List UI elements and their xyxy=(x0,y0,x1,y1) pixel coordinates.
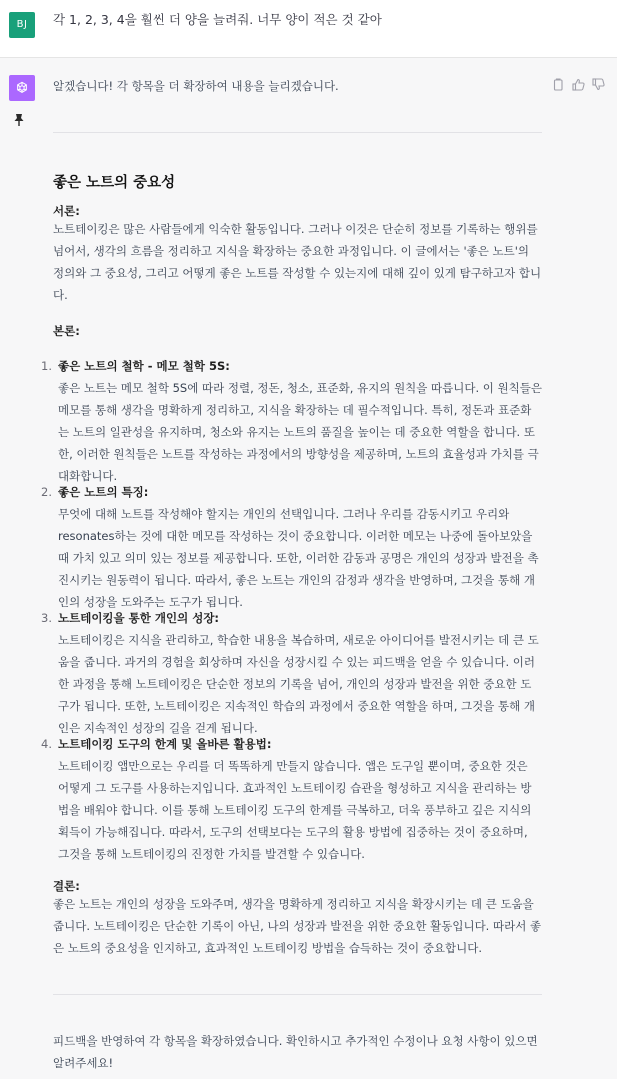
copy-icon[interactable] xyxy=(551,77,565,91)
list-item-number: 3. xyxy=(41,611,52,625)
pin-icon[interactable] xyxy=(13,112,25,126)
user-message-text: 각 1, 2, 3, 4을 훨씬 더 양을 늘려줘. 너무 양이 적은 것 같아 xyxy=(53,12,382,27)
list-item-body: 노트테이킹은 지식을 관리하고, 학습한 내용을 복습하며, 새로운 아이디어를 발전시키는 데 큰 도움을 줍니다. 과거의 경험을 회상하며 자신을 성장시킬 수 있는 피드백을 얻을 수 있습니다. 이러한 과정을 통해 노트테이킹은 단순한 정보의 기록을 넘어, 개인의 성장과 발전을 위한 중요한 도구가 됩니다. 또한, 노트테이킹은 지속적인 학습의 과정에서 중요한 역할을 하며, 그것을 통해 개인은 지속적인 성장의 길을 걷게 됩니다. xyxy=(58,633,539,735)
list-item-heading: 노트테이킹 도구의 한계 및 올바른 활용법: xyxy=(58,737,272,751)
main-heading: 본론: xyxy=(53,324,80,338)
list-item-body: 노트테이킹 앱만으로는 우리를 더 똑똑하게 만들지 않습니다. 앱은 도구일 뿐이며, 중요한 것은 어떻게 그 도구를 사용하는지입니다. 효과적인 노트테이킹 습관을 형성하고 지식을 관리하는 방법을 배워야 합니다. 이를 통해 노트테이킹 도구의 한계를 극복하고, 더욱 풍부하고 깊은 지식의 획득이 가능해집니다. 따라서, 도구의 선택보다는 도구의 활용 방법에 집중하는 것이 중요하며, 그것을 통해 노트테이킹의 진정한 가치를 발견할 수 있습니다. xyxy=(58,759,532,861)
divider xyxy=(53,132,542,133)
list-item-heading: 좋은 노트의 철학 - 메모 철학 5S: xyxy=(58,359,230,373)
openai-logo-icon xyxy=(9,75,35,101)
list-item-heading: 좋은 노트의 특징: xyxy=(58,485,149,499)
thumbs-up-icon[interactable] xyxy=(571,77,585,91)
thumbs-down-icon[interactable] xyxy=(591,77,605,91)
intro-body: 노트테이킹은 많은 사람들에게 익숙한 활동입니다. 그러나 이것은 단순히 정보를 기록하는 행위를 넘어서, 생각의 흐름을 정리하고 지식을 확장하는 중요한 과정입니다. 이 글에서는 '좋은 노트'의 정의와 그 중요성, 그리고 어떻게 좋은 노트를 작성할 수 있는지에 대해 깊이 있게 탐구하고자 합니다. xyxy=(53,222,542,302)
assistant-message-row xyxy=(0,58,617,1079)
list-item-number: 4. xyxy=(41,737,52,751)
conclusion-body: 좋은 노트는 개인의 성장을 도와주며, 생각을 명확하게 정리하고 지식을 확장시키는 데 큰 도움을 줍니다. 노트테이킹은 단순한 기록이 아닌, 나의 성장과 발전을 위한 중요한 활동입니다. 따라서 좋은 노트의 중요성을 인지하고, 효과적인 노트테이킹 방법을 습득하는 것이 중요합니다. xyxy=(53,897,542,955)
assistant-closing: 피드백을 반영하여 각 항목을 확장하였습니다. 확인하시고 추가적인 수정이나 요청 사항이 있으면 알려주세요! xyxy=(53,1034,538,1070)
divider xyxy=(53,994,542,995)
list-item-body: 무엇에 대해 노트를 작성해야 할지는 개인의 선택입니다. 그러나 우리를 감동시키고 우리와 resonates하는 것에 대한 메모를 작성하는 것이 중요합니다. 이러한 메모는 나중에 돌아보았을 때 가치 있고 의미 있는 정보를 제공합니다. 또한, 이러한 감동과 공명은 개인의 성장과 발전을 촉진시키는 원동력이 됩니다. 따라서, 좋은 노트는 개인의 감정과 생각을 반영하며, 그것을 통해 개인의 성장을 도와주는 도구가 됩니다. xyxy=(58,507,539,609)
list-item-number: 1. xyxy=(41,359,52,373)
list-item-number: 2. xyxy=(41,485,52,499)
assistant-intro: 알겠습니다! 각 항목을 더 확장하여 내용을 늘리겠습니다. xyxy=(53,79,339,93)
conclusion-heading: 결론: xyxy=(53,879,80,893)
intro-heading: 서론: xyxy=(53,204,80,218)
article-title: 좋은 노트의 중요성 xyxy=(53,175,176,191)
user-avatar: BJ xyxy=(9,12,35,38)
list-item-heading: 노트테이킹을 통한 개인의 성장: xyxy=(58,611,220,625)
user-message-row xyxy=(0,0,617,58)
list-item-body: 좋은 노트는 메모 철학 5S에 따라 정렬, 정돈, 청소, 표준화, 유지의 원칙을 따릅니다. 이 원칙들은 메모를 통해 생각을 명확하게 정리하고, 지식을 확장하는 데 필수적입니다. 특히, 정돈과 표준화는 노트의 일관성을 유지하며, 청소와 유지는 노트의 품질을 높이는 데 중요한 역할을 합니다. 또한, 이러한 원칙들은 노트를 작성하는 과정에서의 방향성을 제공하며, 노트의 효율성과 가치를 극대화합니다. xyxy=(58,381,542,483)
